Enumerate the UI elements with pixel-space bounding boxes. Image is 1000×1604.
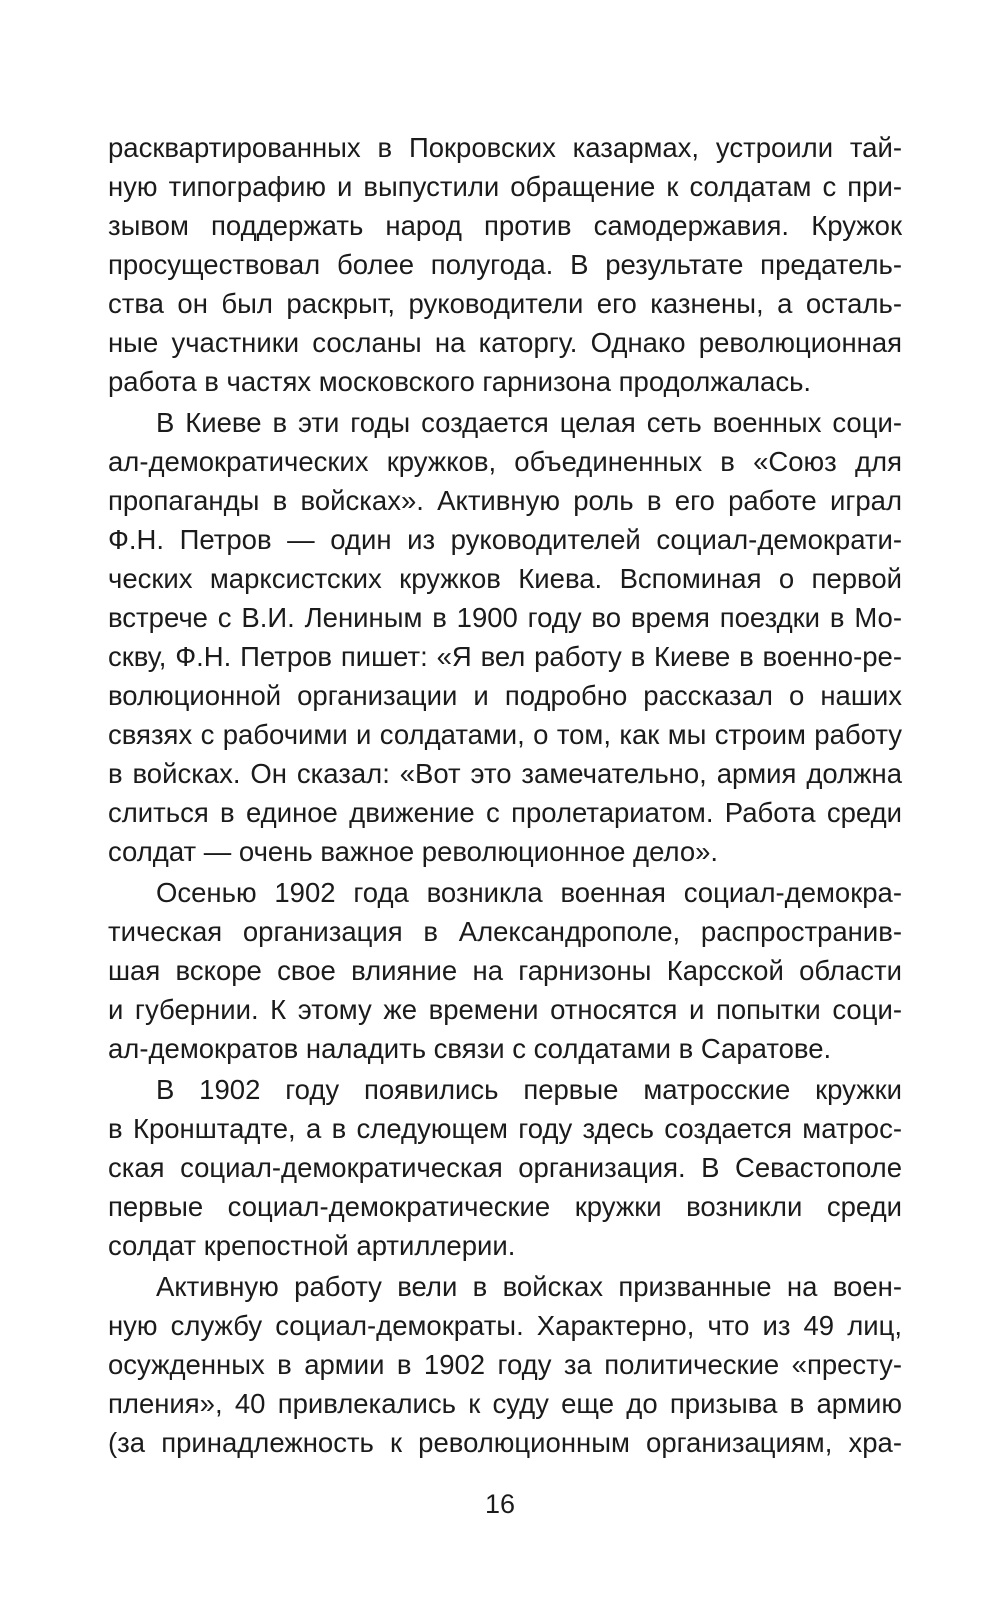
page-number: 16 — [484, 1489, 516, 1519]
text-line: (за принадлежность к революционным организациям, хра- — [108, 1427, 902, 1458]
text-line: солдат крепостной артиллерии. — [108, 1230, 516, 1261]
text-line: ную службу социал-демократы. Характерно, что из 49 лиц, — [108, 1310, 902, 1341]
text-line: Активную работу вели в войсках призванные на воен- — [156, 1271, 902, 1302]
text-line: ал-демократов наладить связи с солдатами в Саратове. — [108, 1033, 832, 1064]
text-line: пления», 40 привлекались к суду еще до призыва в армию — [108, 1388, 902, 1419]
text-line: ные участники сосланы на каторгу. Однако революционная — [108, 327, 902, 358]
text-line: В Киеве в эти годы создается целая сеть военных соци- — [156, 407, 902, 438]
text-line: пропаганды в войсках». Активную роль в его работе играл — [108, 485, 902, 516]
text-line: зывом поддержать народ против самодержавия. Кружок — [108, 210, 902, 241]
text-line: ал-демократических кружков, объединенных в «Союз для — [108, 446, 902, 477]
text-line: тическая организация в Александрополе, распространив- — [108, 916, 902, 947]
text-line: расквартированных в Покровских казармах, устроили тай- — [108, 132, 902, 163]
text-line: встрече с В.И. Лениным в 1900 году во время поездки в Мо- — [108, 602, 902, 633]
text-line: в Кронштадте, а в следующем году здесь создается матрос- — [108, 1113, 902, 1144]
text-line: первые социал-демократические кружки возникли среди — [108, 1191, 902, 1222]
text-line: ную типографию и выпустили обращение к солдатам с при- — [108, 171, 902, 202]
text-line: скву, Ф.Н. Петров пишет: «Я вел работу в Киеве в военно-ре- — [108, 641, 902, 672]
text-line: Ф.Н. Петров — один из руководителей социал-демократи- — [108, 524, 902, 555]
text-line: просуществовал более полугода. В результате предатель- — [108, 249, 902, 280]
text-line: волюционной организации и подробно рассказал о наших — [108, 680, 902, 711]
text-line: ская социал-демократическая организация. В Севастополе — [108, 1152, 902, 1183]
text-line: Осенью 1902 года возникла военная социал-демокра- — [156, 877, 902, 908]
text-line: ства он был раскрыт, руководители его казнены, а осталь- — [108, 288, 902, 319]
text-line: в войсках. Он сказал: «Вот это замечательно, армия должна — [108, 758, 902, 789]
text-line: и губернии. К этому же времени относятся и попытки соци- — [108, 994, 902, 1025]
text-line: связях с рабочими и солдатами, о том, как мы строим работу — [108, 719, 902, 750]
text-line: шая вскоре свое влияние на гарнизоны Карсской области — [108, 955, 902, 986]
text-line: В 1902 году появились первые матросские кружки — [156, 1074, 902, 1105]
text-line: слиться в единое движение с пролетариатом. Работа среди — [108, 797, 902, 828]
text-line: ческих марксистских кружков Киева. Вспоминая о первой — [108, 563, 902, 594]
text-line: работа в частях московского гарнизона продолжалась. — [108, 366, 812, 397]
text-line: осужденных в армии в 1902 году за политические «престу- — [108, 1349, 902, 1380]
text-line: солдат — очень важное революционное дело». — [108, 836, 719, 867]
